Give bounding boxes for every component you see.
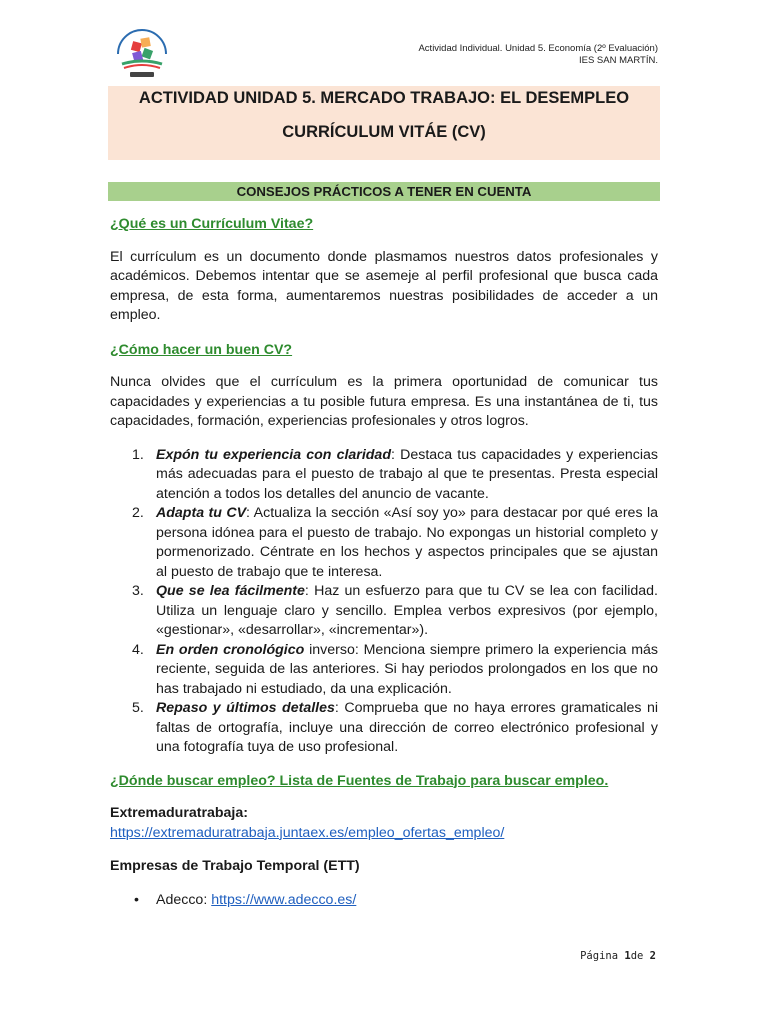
- heading-how-to-cv: ¿Cómo hacer un buen CV?: [110, 341, 293, 358]
- tip-item: [110, 446, 658, 505]
- tip-number: 1.: [132, 446, 144, 463]
- tip-title: Repaso y últimos detalles: [156, 700, 335, 716]
- tip-text: inverso: Menciona siempre primero la experiencia más reciente, seguida de las anteriores. Si hay periodos prolongados en los que no has trabajado ni estudiado, da una explicación.: [156, 641, 658, 697]
- tip-separator: :: [304, 583, 309, 599]
- page-word: Página: [580, 950, 625, 962]
- ett-list-item: [110, 891, 658, 911]
- tip-text: Destaca tus capacidades y experiencias más adecuadas para el puesto de trabajo al que te presentas. Presta especial atención a todos los detalles del anuncio de vacante.: [156, 446, 659, 502]
- document-body: [110, 215, 658, 910]
- adecco-link[interactable]: https://www.adecco.es/: [211, 891, 357, 908]
- ett-label: Empresas de Trabajo Temporal (ETT): [110, 858, 360, 874]
- document-header: [418, 43, 658, 67]
- tip-text: Comprueba que no haya errores gramaticales ni faltas de ortografía, incluye una dirección de correo electrónico profesional y una fotografía tuya de uso profesional.: [156, 700, 658, 755]
- tip-separator: :: [246, 505, 250, 521]
- page-number: 1: [624, 950, 631, 962]
- ett-item-name: Adecco:: [156, 891, 212, 908]
- tip-title: Que se lea fácilmente: [156, 583, 305, 599]
- tip-title: Adapta tu CV: [156, 505, 247, 521]
- tip-text: Actualiza la sección «Así soy yo» para destacar por qué eres la persona idónea para el puesto de trabajo. No expongas un historial completo y pormenorizado. Céntrate en los hechos y aspectos principales que se ajustan al puesto de trabajo que te interesa.: [156, 505, 659, 580]
- header-school-line: IES SAN MARTÍN.: [578, 55, 658, 66]
- page-title: ACTIVIDAD UNIDAD 5. MERCADO TRABAJO: EL DESEMPLEO: [138, 89, 630, 107]
- section-bar: CONSEJOS PRÁCTICOS A TENER EN CUENTA: [108, 182, 660, 201]
- tip-text: Haz un esfuerzo para que tu CV se lea con facilidad. Utiliza un lenguaje claro y sencillo. Emplea verbos expresivos (por ejemplo, «gestionar», «desarrollar», «incrementar»).: [156, 583, 658, 638]
- page-subtitle: CURRÍCULUM VITÁE (CV): [282, 123, 486, 141]
- page-total: 2: [649, 950, 656, 962]
- title-box: [108, 86, 660, 160]
- tip-number: 5.: [132, 700, 144, 716]
- page-footer: [580, 950, 656, 962]
- tip-item: [110, 504, 658, 582]
- of-word: de: [630, 950, 650, 962]
- paragraph-how-to-cv: Nunca olvides que el currículum es la primera oportunidad de comunicar tus capacidades y experiencias a tu posible futura empresa. Es una instantánea de ti, tus capacidades, formación, experiencias profesionales y otros logros.: [110, 374, 658, 429]
- tip-item: [110, 641, 658, 700]
- heading-what-is-cv: ¿Qué es un Currículum Vitae?: [110, 216, 314, 232]
- tip-separator: :: [391, 446, 395, 463]
- tip-number: 3.: [132, 583, 144, 599]
- tips-list: [110, 446, 658, 758]
- school-logo-graphic: [110, 24, 174, 80]
- tip-item: [110, 582, 658, 641]
- header-activity-line: Actividad Individual. Unidad 5. Economía (2º Evaluación): [418, 43, 658, 54]
- school-logo: [110, 24, 174, 80]
- heading-where-to-search: ¿Dónde buscar empleo? Lista de Fuentes de Trabajo para buscar empleo.: [110, 772, 609, 789]
- paragraph-what-is-cv: El currículum es un documento donde plasmamos nuestros datos profesionales y académicos. Debemos intentar que se asemeje al perfil profesional que busca cada empresa, de esta forma, aumentaremos nuestras posibilidades de acceder a un empleo.: [110, 248, 658, 323]
- tip-separator: :: [334, 700, 339, 716]
- tip-number: 2.: [132, 505, 144, 521]
- tip-title: Expón tu experiencia con claridad: [156, 446, 391, 463]
- bullet-icon: •: [134, 891, 139, 908]
- tip-number: 4.: [132, 641, 144, 658]
- extremadura-link[interactable]: https://extremaduratrabaja.juntaex.es/empleo_ofertas_empleo/: [110, 824, 505, 841]
- extremadura-label: Extremaduratrabaja:: [110, 805, 248, 821]
- tip-item: [110, 699, 658, 758]
- tip-title: En orden cronológico: [156, 641, 305, 658]
